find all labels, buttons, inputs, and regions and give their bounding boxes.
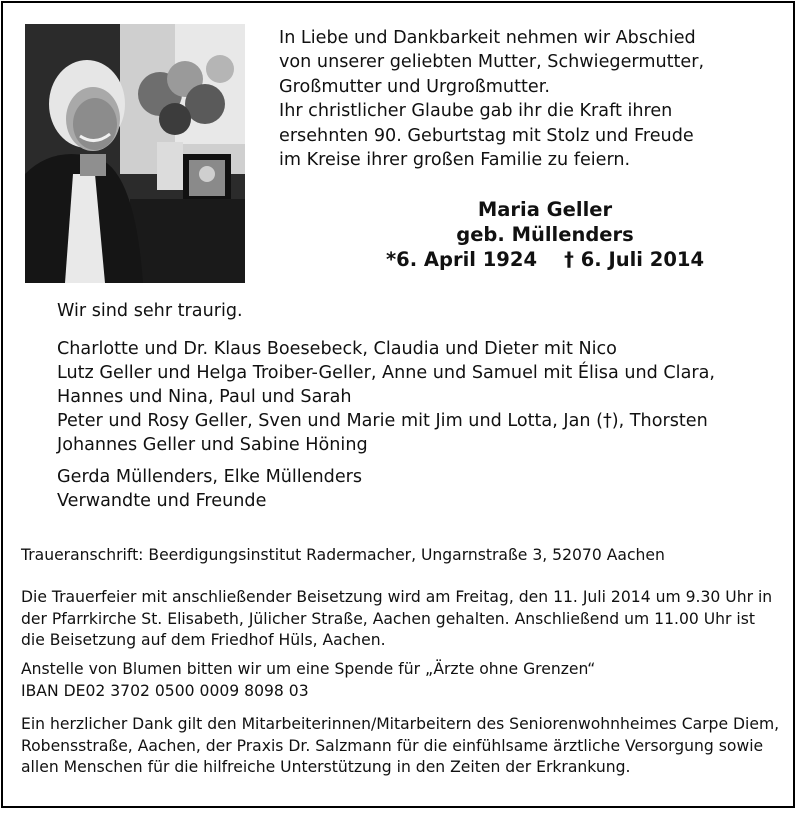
thanks-paragraph: Ein herzlicher Dank gilt den Mitarbeiterinnen/Mitarbeitern des Seniorenwohnheimes Carpe Diem, Robensstraße, Aachen, der Praxis Dr. Salzmann für die einfühlsame ärztliche Versorgung sowie allen Menschen für die hilfreiche Unterstützung in den Zeiten der Erkrankung. xyxy=(21,715,780,777)
relatives-line: Gerda Müllenders, Elke Müllenders xyxy=(57,467,363,487)
family-line: Johannes Geller und Sabine Höning xyxy=(57,435,368,455)
deceased-birth-name: geb. Müllenders xyxy=(456,223,634,246)
mourners-section xyxy=(57,299,787,513)
mourners-statement: Wir sind sehr traurig. xyxy=(57,301,243,321)
intro-text xyxy=(279,26,787,172)
family-line: Charlotte und Dr. Klaus Boesebeck, Claudia und Dieter mit Nico xyxy=(57,339,617,359)
family-line: Peter und Rosy Geller, Sven und Marie mit Jim und Lotta, Jan (†), Thorsten xyxy=(57,411,708,431)
donation-iban: IBAN DE02 3702 0500 0009 8098 03 xyxy=(21,681,309,700)
intro-line: von unserer geliebten Mutter, Schwiegermutter, xyxy=(279,52,705,73)
donation-request xyxy=(21,659,783,702)
intro-line: Ihr christlicher Glaube gab ihr die Kraft ihren xyxy=(279,101,673,122)
ceremony-details: Die Trauerfeier mit anschließender Beisetzung wird am Freitag, den 11. Juli 2014 um 9.30 Uhr in der Pfarrkirche St. Elisabeth, Jülicher Straße, Aachen gehalten. Anschließend um 11.00 Uhr ist die Beisetzung auf dem Friedhof Hüls, Aachen. xyxy=(21,588,773,650)
family-line: Lutz Geller und Helga Troiber-Geller, Anne und Samuel mit Élisa und Clara, xyxy=(57,363,715,383)
obituary-notice xyxy=(1,1,795,808)
intro-line: im Kreise ihrer großen Familie zu feiern. xyxy=(279,150,631,171)
portrait-image xyxy=(25,24,245,283)
deceased-heading xyxy=(279,197,800,272)
donation-line: Anstelle von Blumen bitten wir um eine Spende für „Ärzte ohne Grenzen“ xyxy=(21,660,596,678)
family-line: Hannes und Nina, Paul und Sarah xyxy=(57,387,352,407)
deceased-dates: *6. April 1924 † 6. Juli 2014 xyxy=(385,248,705,271)
deceased-name: Maria Geller xyxy=(477,198,613,221)
funeral-home-address: Traueranschrift: Beerdigungsinstitut Radermacher, Ungarnstraße 3, 52070 Aachen xyxy=(21,546,665,564)
intro-line: ersehnten 90. Geburtstag mit Stolz und Freude xyxy=(279,125,694,146)
portrait-photo xyxy=(25,24,245,283)
intro-line: Großmutter und Urgroßmutter. xyxy=(279,76,550,97)
relatives-line: Verwandte und Freunde xyxy=(57,491,267,511)
intro-line: In Liebe und Dankbarkeit nehmen wir Abschied xyxy=(279,28,696,48)
